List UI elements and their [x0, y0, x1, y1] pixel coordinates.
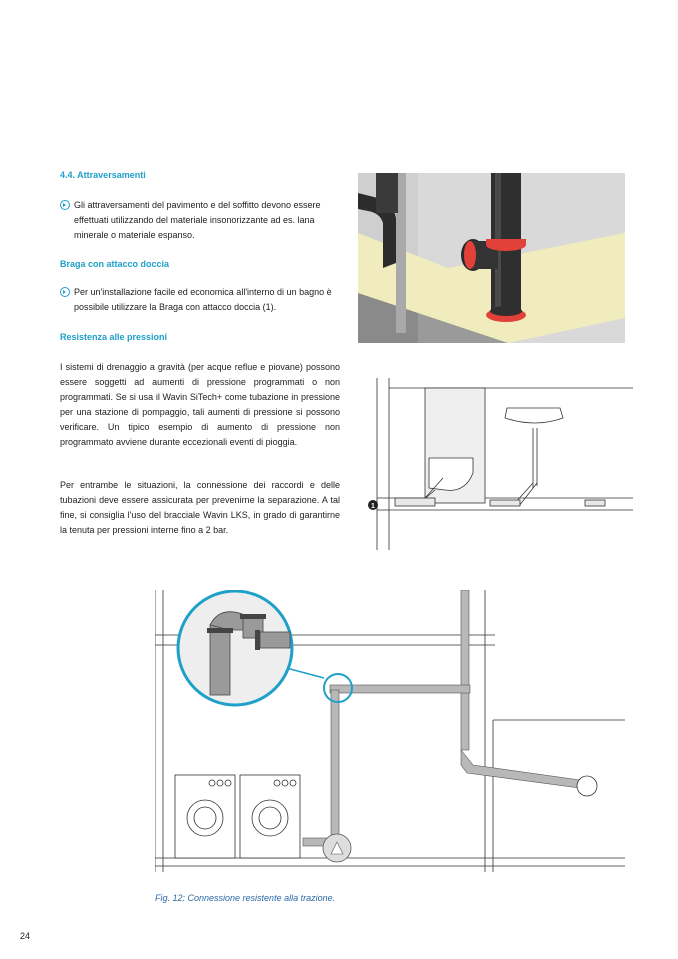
arrow-circle-icon [60, 287, 70, 297]
shower-branch-drawing [365, 378, 633, 550]
section-heading: 4.4. Attraversamenti [60, 170, 146, 180]
page-number: 24 [20, 931, 31, 941]
bullet-item [60, 285, 340, 315]
laundry-pressure-drawing [155, 590, 625, 872]
marker-label: 1 [371, 503, 375, 510]
bullet-item [60, 198, 335, 243]
figure-caption: Fig. 12: Connessione resistente alla trazione. [155, 893, 336, 903]
subheading-pressioni: Resistenza alle pressioni [60, 332, 168, 342]
bullet-text: Gli attraversamenti del pavimento e del soffitto devono essere effettuati utilizzando del materiale insonorizzante ad es. lana minerale o materiale espanso. [74, 200, 321, 240]
arrow-circle-icon [60, 200, 70, 210]
bullet-text: Per un'installazione facile ed economica all'interno di un bagno è possibile utilizzare la Braga con attacco doccia (1). [74, 287, 332, 312]
floor-penetration-illustration [358, 173, 625, 343]
paragraph: Per entrambe le situazioni, la connessione dei raccordi e delle tubazioni deve essere assicurata per prevenirne la separazione. A tal fine, si consiglia l'uso del bracciale Wavin LKS, in grado di garantirne la tenuta per pressioni interne fino a 2 bar. [60, 480, 340, 535]
paragraph: I sistemi di drenaggio a gravità (per acque reflue e piovane) possono essere soggetti ad aumenti di pressione programmati o non programmati. Se si usa il Wavin SiTech+ come tubazione in pressione per una stazione di pompaggio, tali aumenti di pressione si possono verificare. Un tipico esempio di aumento di pressione non programmato avviene durante eccezionali eventi di pioggia. [60, 362, 340, 447]
subheading-braga: Braga con attacco doccia [60, 259, 170, 269]
